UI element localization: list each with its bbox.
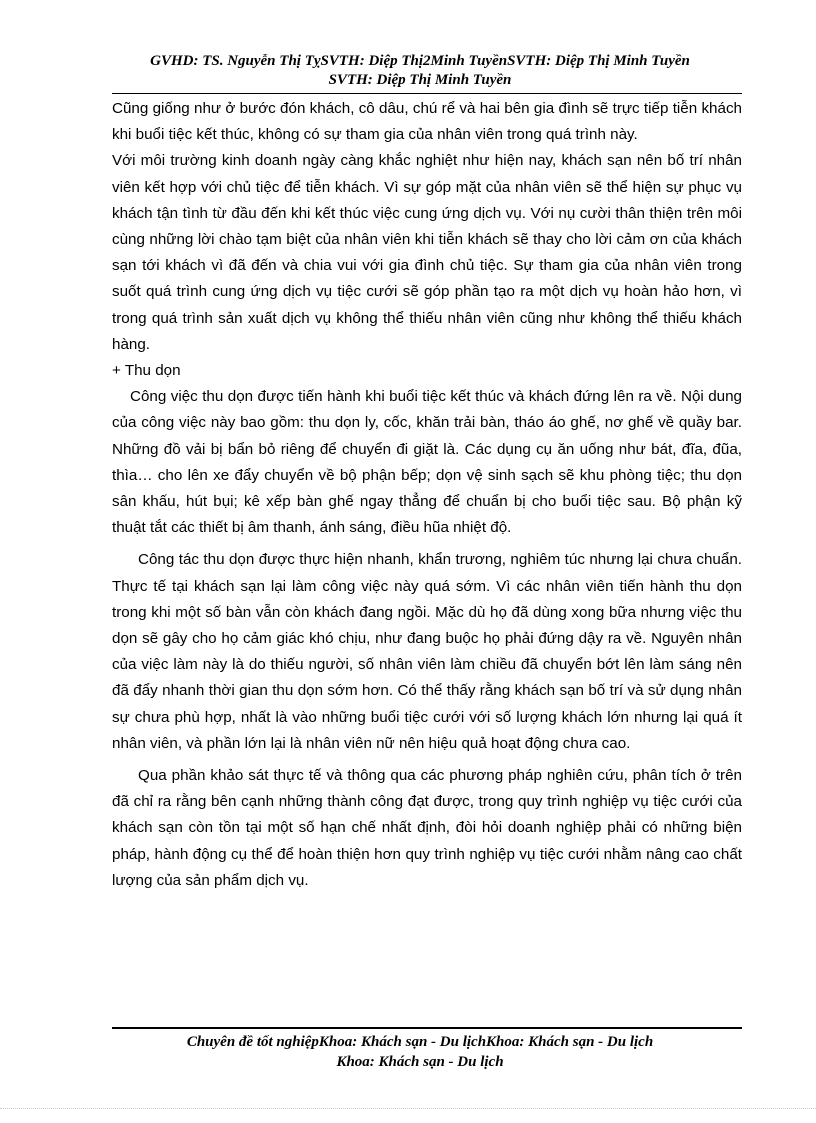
paragraph-cleanup-tasks: Công việc thu dọn được tiến hành khi buổi tiệc kết thúc và khách đứng lên ra về. Nội dung của công việc này bao gồm: thu dọn ly, cốc, khăn trải bàn, tháo áo ghế, nơ ghế về quầy bar. Những đồ vải bị bẩn bỏ riêng để chuyển đi giặt là. Các dụng cụ ăn uống như bát, đĩa, đũa, thìa… cho lên xe đẩy chuyển về bộ phận bếp; dọn vệ sinh sạch sẽ khu phòng tiệc; thu dọn sân khấu, hút bụi; kê xếp bàn ghế ngay thẳng để chuẩn bị cho buổi tiệc sau. Bộ phận kỹ thuật tắt các thiết bị âm thanh, ánh sáng, điều hũa nhiệt độ. [112,388,742,537]
page-header [100,52,740,90]
footer-line-1: Chuyên đề tốt nghiệpKhoa: Khách sạn - Du lịchKhoa: Khách sạn - Du lịch [186,1034,654,1050]
paragraph-farewell: Cũng giống như ở bước đón khách, cô dâu, chú rể và hai bên gia đình sẽ trực tiếp tiễn khách khi buổi tiệc kết thúc, không có sự tham gia của nhân viên trong quá trình này. [112,100,742,144]
header-line-1: GVHD: TS. Nguyễn Thị TỵSVTH: Diệp Thị2Minh TuyềnSVTH: Diệp Thị Minh Tuyền [150,53,690,69]
footer-line-2: Khoa: Khách sạn - Du lịch [336,1054,504,1070]
page-bottom-border [0,1108,816,1109]
paragraph-cleanup-assessment: Công tác thu dọn được thực hiện nhanh, khẩn trương, nghiêm túc nhưng lại chưa chuẩn. Thực tế tại khách sạn lại làm công việc này quá sớm. Vì các nhân viên tiến hành thu dọn trong khi một số bàn vẫn còn khách đang ngồi. Mặc dù họ đã dùng xong bữa nhưng việc thu dọn sẽ gây cho họ cảm giác khó chịu, như đang buộc họ phải đứng dậy ra về. Nguyên nhân của việc làm này là do thiếu người, số nhân viên làm chiều đã chuyển bớt lên làm sáng nên đã đẩy nhanh thời gian thu dọn sớm hơn. Có thể thấy rằng khách sạn bố trí và sử dụng nhân sự chưa phù hợp, nhất là vào những buổi tiệc cưới với số lượng khách lớn nhưng lại quá ít nhân viên, và phần lớn lại là nhân viên nữ nên hiệu quả hoạt động chưa cao. [112,551,742,752]
header-line-2: SVTH: Diệp Thị Minh Tuyền [328,72,512,88]
footer-divider [112,1027,742,1029]
paragraph-staff-farewell: Với môi trường kinh doanh ngày càng khắc nghiệt như hiện nay, khách sạn nên bố trí nhân viên kết hợp với chủ tiệc để tiễn khách. Vì sự góp mặt của nhân viên sẽ thể hiện sự phục vụ khách tận tình từ đầu đến khi kết thúc việc cung ứng dịch vụ. Với nụ cười thân thiện trên môi cùng những lời chào tạm biệt của nhân viên khi tiễn khách sẽ thay cho lời cảm ơn của khách sạn tới khách vì đã đến và chia vui với gia đình chủ tiệc. Sự tham gia của nhân viên trong suốt quá trình cung ứng dịch vụ tiệc cưới sẽ góp phần tạo ra một dịch vụ hoàn hảo hơn, vì trong quá trình sản xuất dịch vụ không thể thiếu nhân viên cũng như không thể thiếu khách hàng. [112,152,742,353]
paragraph-conclusion: Qua phần khảo sát thực tế và thông qua các phương pháp nghiên cứu, phân tích ở trên đã chỉ ra rằng bên cạnh những thành công đạt được, trong quy trình nghiệp vụ tiệc cưới của khách sạn còn tồn tại một số hạn chế nhất định, đòi hỏi doanh nghiệp phải có những biện pháp, hành động cụ thể để hoàn thiện hơn quy trình nghiệp vụ tiệc cưới nhằm nâng cao chất lượng của sản phẩm dịch vụ. [112,767,742,889]
page-footer [100,1032,740,1072]
section-heading-thu-don: + Thu dọn [112,362,181,380]
document-body [112,96,742,894]
header-divider [112,93,742,94]
